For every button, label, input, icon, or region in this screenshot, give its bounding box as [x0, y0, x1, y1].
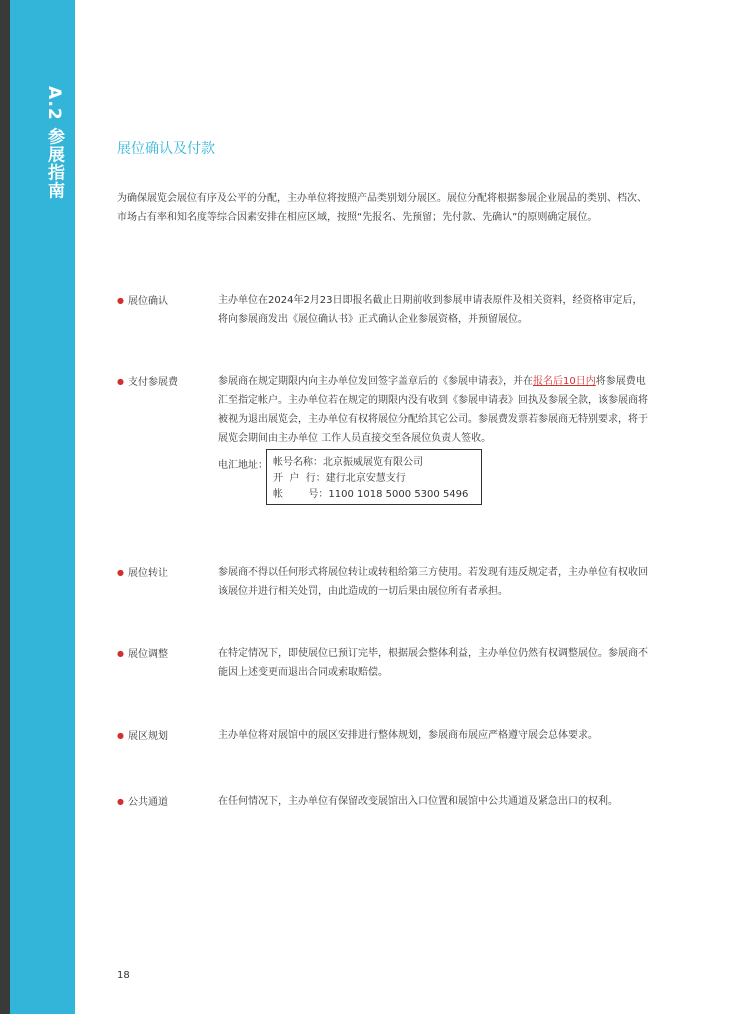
- item-label-booth-adjustment: ● 展位调整: [117, 649, 168, 660]
- item-text-payment: 参展商在规定期限内向主办单位发回签字盖章后的《参展申请表》，并在报名后10日内将参展费电汇至指定帐户。主办单位若在规定的期限内没有收到《参展申请表》回执及参展全款，该参展商将被视为退出展览会，主办单位有权将展位分配给其它公司。参展费发票若参展商无特别要求，将于展览会期间由主办单位 工作人员直接交至各展位负责人签收。: [218, 376, 648, 444]
- left-edge-strip: [0, 0, 10, 1014]
- account-number-line: 帐 号：1100 1018 5000 5300 5496: [273, 489, 469, 500]
- section-title: 展位确认及付款: [117, 141, 215, 157]
- item-label-payment: ● 支付参展费: [117, 377, 178, 388]
- item-text-zone-planning: 主办单位将对展馆中的展区安排进行整体规划，参展商布展应严格遵守展会总体要求。: [218, 730, 598, 741]
- bullet-icon: ●: [117, 377, 124, 386]
- bullet-icon: ●: [117, 568, 124, 577]
- item-label-booth-confirmation: ● 展位确认: [117, 296, 168, 307]
- bank-line: 开 户 行：建行北京安慧支行: [273, 473, 406, 484]
- deadline-highlight: 报名后10日内: [533, 376, 596, 387]
- item-text-booth-transfer: 参展商不得以任何形式将展位转让或转租给第三方使用。若发现有违反规定者，主办单位有权收回该展位并进行相关处罚，由此造成的一切后果由展位所有者承担。: [218, 567, 648, 597]
- sidebar-band: [10, 0, 75, 1014]
- item-text-booth-adjustment: 在特定情况下，即使展位已预订完毕，根据展会整体利益，主办单位仍然有权调整展位。参展商不能因上述变更而退出合同或索取赔偿。: [218, 648, 648, 678]
- item-text-public-passage: 在任何情况下，主办单位有保留改变展馆出入口位置和展馆中公共通道及紧急出口的权利。: [218, 796, 618, 807]
- remittance-label: 电汇地址：: [218, 460, 268, 471]
- bullet-icon: ●: [117, 731, 124, 740]
- page-number: 18: [117, 970, 130, 981]
- item-label-zone-planning: ● 展区规划: [117, 731, 168, 742]
- bullet-icon: ●: [117, 797, 124, 806]
- bullet-icon: ●: [117, 296, 124, 305]
- item-label-public-passage: ● 公共通道: [117, 797, 168, 808]
- intro-paragraph: 为确保展览会展位有序及公平的分配，主办单位将按照产品类别划分展区。展位分配将根据参展企业展品的类别、档次、市场占有率和知名度等综合因素安排在相应区域，按照“先报名、先预留；先付款、先确认”的原则确定展位。: [117, 193, 647, 223]
- account-name-line: 帐号名称：北京振威展览有限公司: [273, 457, 423, 468]
- bullet-icon: ●: [117, 649, 124, 658]
- item-text-booth-confirmation: 主办单位在2024年2月23日即报名截止日期前收到参展申请表原件及相关资料，经资格审定后，将向参展商发出《展位确认书》正式确认企业参展资格，并预留展位。: [218, 295, 643, 325]
- remittance-box: [266, 449, 482, 505]
- sidebar-section-label: A.2 参展指南: [44, 86, 64, 200]
- item-label-booth-transfer: ● 展位转让: [117, 568, 168, 579]
